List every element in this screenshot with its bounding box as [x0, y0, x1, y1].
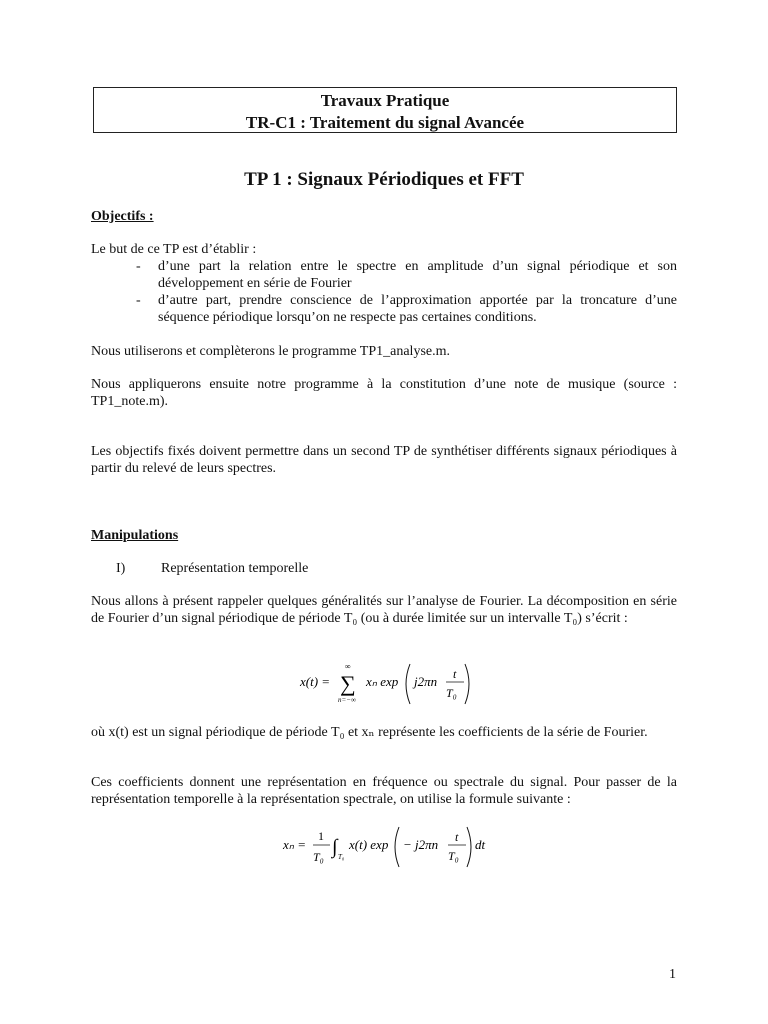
manipulations-paragraph-3: Ces coefficients donnent une représentation en fréquence ou spectrale du signal. Pour passer de la représentation temporelle à la représentation spectrale, on utilise la formule suivante :	[91, 775, 677, 807]
formula1-inner: j2πn	[414, 674, 438, 689]
formula2-lhs: xₙ =	[283, 837, 306, 852]
section-title: Représentation temporelle	[161, 561, 309, 576]
formula1-denominator: T₀	[446, 686, 457, 700]
bullet-marker: -	[136, 293, 141, 308]
formula2-frac-num: 1	[318, 829, 324, 843]
objective-bullet-1: d’une part la relation entre le spectre en amplitude d’un signal périodique et son développement en série de Fourier	[158, 259, 677, 291]
formula2-denominator: T₀	[448, 849, 459, 863]
formula2-left-paren	[395, 827, 399, 867]
header-line-1: Travaux Pratique	[320, 91, 450, 110]
manipulations-paragraph-2: où x(t) est un signal périodique de période T₀ et xₙ représente les coefficients de la série de Fourier.	[91, 725, 648, 740]
manipulations-heading: Manipulations	[91, 528, 179, 543]
fourier-coefficient-formula	[283, 823, 493, 873]
fourier-coefficient-svg	[283, 823, 493, 873]
formula1-term: xₙ exp	[366, 674, 399, 689]
formula2-integral: ∫	[332, 836, 338, 858]
objectives-paragraph-1: Nous utiliserons et complèterons le programme TP1_analyse.m.	[91, 344, 451, 359]
objectives-heading: Objectifs :	[91, 209, 154, 224]
formula1-sum-upper: ∞	[345, 662, 351, 671]
section-number: I)	[116, 561, 126, 576]
objectives-paragraph-3: Les objectifs fixés doivent permettre dans un second TP de synthétiser différents signaux périodiques à partir du relevé de leurs spectres.	[91, 444, 677, 476]
formula1-sum-sign: ∑	[340, 671, 356, 696]
header-line-2: TR-C1 : Traitement du signal Avancée	[245, 113, 525, 132]
formula2-tail: dt	[475, 837, 486, 852]
fourier-series-svg	[298, 660, 478, 710]
formula1-right-paren	[465, 664, 469, 704]
objectives-intro: Le but de ce TP est d’établir :	[91, 242, 257, 257]
formula1-sum-lower: n=−∞	[338, 696, 356, 704]
formula2-term: x(t) exp	[349, 837, 389, 852]
formula2-right-paren	[467, 827, 471, 867]
objectives-paragraph-2: Nous appliquerons ensuite notre programme à la constitution d’une note de musique (source : TP1_note.m).	[91, 377, 677, 409]
bullet-marker: -	[136, 259, 141, 274]
formula1-numerator: t	[453, 667, 457, 681]
formula1-lhs: x(t) =	[300, 674, 331, 689]
formula2-numerator: t	[455, 830, 459, 844]
page-number: 1	[669, 967, 676, 982]
objective-bullet-2: d’autre part, prendre conscience de l’approximation apportée par la troncature d’une séquence périodique lorsqu’on ne respecte pas certaines conditions.	[158, 293, 677, 325]
fourier-series-formula	[298, 660, 478, 710]
formula2-frac-den: T₀	[313, 850, 324, 864]
formula1-left-paren	[406, 664, 410, 704]
header-box	[93, 87, 677, 133]
formula2-inner: − j2πn	[403, 837, 439, 852]
tp-title: TP 1 : Signaux Périodiques et FFT	[244, 169, 524, 190]
formula2-integral-sub: T₀	[338, 853, 345, 861]
manipulations-paragraph-1: Nous allons à présent rappeler quelques généralités sur l’analyse de Fourier. La décomposition en série de Fourier d’un signal périodique de période T₀ (ou à durée limitée sur un intervalle T₀) s’écrit :	[91, 594, 677, 626]
